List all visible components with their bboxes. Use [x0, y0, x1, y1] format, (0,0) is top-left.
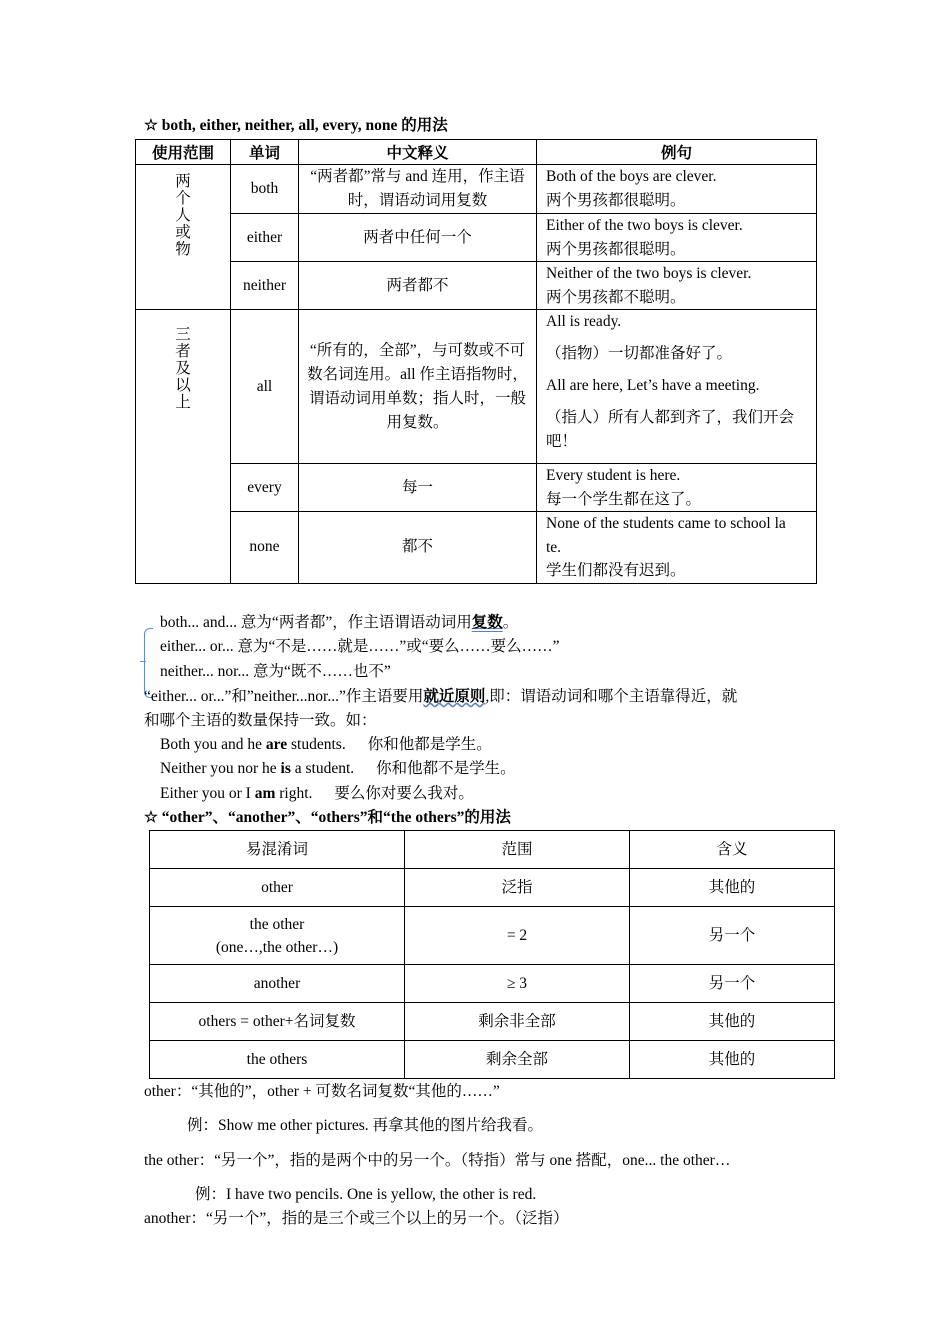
the-other-example: 例：I have two pencils. One is yellow, the other is red. [195, 1186, 537, 1203]
table-row [136, 214, 817, 262]
ex2-post: a student. [290, 760, 355, 777]
table-row [150, 1003, 835, 1041]
other-definition: other：“其他的”，other + 可数名词复数“其他的……” [144, 1083, 500, 1100]
example-en: Both of the boys are clever. [546, 168, 717, 185]
table-row [136, 165, 817, 214]
table2-header-word: 易混淆词 [150, 831, 405, 869]
example-en: None of the students came to school la [546, 515, 786, 532]
ex1-cn: 你和他都是学生。 [367, 736, 492, 753]
the-other-definition: the other：“另一个”，指的是两个中的另一个。（特指）常与 one 搭配，one... the other… [144, 1152, 731, 1169]
example-cell [537, 512, 817, 584]
table1-header-word: 单词 [231, 140, 299, 165]
word-cell: the others [150, 1041, 405, 1079]
meaning-cell: 其他的 [630, 869, 835, 907]
ex1-post: students. [287, 736, 346, 753]
note-both-end: 。 [502, 614, 519, 631]
example-sentence-3 [160, 782, 474, 806]
ex3-cn: 要么你对要么我对。 [334, 785, 474, 802]
word-cell: others = other+名词复数 [150, 1003, 405, 1041]
word-cell: another [150, 965, 405, 1003]
scope-three [136, 310, 231, 584]
table-row [136, 262, 817, 310]
meaning-cell: 其他的 [630, 1041, 835, 1079]
ex2-cn: 你和他都不是学生。 [376, 760, 516, 777]
table1-header-row [136, 140, 817, 165]
another-definition: another：“另一个”，指的是三个或三个以上的另一个。（泛指） [144, 1210, 569, 1227]
other-usage-table [149, 830, 835, 1079]
example-sentence-2 [160, 757, 516, 781]
word-cell: neither [231, 262, 299, 310]
scope-two-label: 两个人或物 [175, 173, 191, 258]
word-cell: all [231, 310, 299, 464]
word-cell: either [231, 214, 299, 262]
scope-two [136, 165, 231, 310]
other-example: 例：Show me other pictures. 再拿其他的图片给我看。 [187, 1117, 544, 1134]
note-neither: neither... nor... 意为“既不……也不” [160, 663, 391, 680]
example-cell [537, 165, 817, 214]
meaning-cell: “所有的，全部”，与可数或不可数名词连用。all 作主语指物时，谓语动词用单数；指人时，一般用复数。 [299, 310, 537, 464]
word-cell: every [231, 464, 299, 512]
ex2-pre: Neither you nor he [160, 760, 281, 777]
example-sentence-1 [160, 733, 492, 757]
example-cn: 两个男孩都很聪明。 [546, 240, 686, 258]
note-rule-text: “either... or...”和”neither...nor...”作主语要用 [144, 688, 424, 705]
example-en: All are here, Let’s have a meeting. [546, 377, 760, 394]
range-cell: = 2 [405, 907, 630, 965]
ex1-pre: Both you and he [160, 736, 266, 753]
meaning-cell: “两者都”常与 and 连用，作主语时，谓语动词用复数 [299, 165, 537, 214]
table-row [136, 464, 817, 512]
note-both [160, 611, 518, 635]
word-cell: none [231, 512, 299, 584]
note-both-bold: 复数 [471, 614, 503, 631]
example-cn: 两个男孩都很聪明。 [546, 191, 686, 209]
example-en-cont: te. [546, 538, 562, 556]
word-cell: other [150, 869, 405, 907]
example-cell [537, 464, 817, 512]
example-en: All is ready. [546, 313, 622, 330]
table-row [150, 907, 835, 965]
example-cell [537, 262, 817, 310]
example-en: Every student is here. [546, 467, 681, 484]
word-cell [150, 907, 405, 965]
note-rule-end: ,即：谓语动词和哪个主语靠得近，就 [485, 688, 738, 705]
example-cn: （指物）一切都准备好了。 [546, 345, 733, 362]
note-rule [144, 685, 737, 709]
word-text: the other [249, 915, 305, 933]
word-note: (one…,the other…) [215, 938, 339, 956]
word-cell: both [231, 165, 299, 214]
usage-table-both-either [135, 139, 817, 584]
note-rule-bold: 就近原则 [423, 688, 486, 705]
table2-header-range: 范围 [405, 831, 630, 869]
meaning-cell: 两者都不 [299, 262, 537, 310]
table1-header-scope: 使用范围 [136, 140, 231, 165]
range-cell: 剩余全部 [405, 1041, 630, 1079]
meaning-cell: 都不 [299, 512, 537, 584]
section2-title: ☆ “other”、“another”、“others”和“the others”的用法 [144, 809, 511, 826]
ex3-bold: am [254, 785, 276, 802]
table1-header-example: 例句 [537, 140, 817, 165]
table-row [136, 512, 817, 584]
table-row [150, 869, 835, 907]
example-cn: 每一个学生都在这了。 [546, 490, 702, 508]
example-cn: （指人）所有人都到齐了，我们开会吧！ [546, 409, 795, 450]
meaning-cell: 另一个 [630, 965, 835, 1003]
table1-header-meaning: 中文释义 [299, 140, 537, 165]
section1-title: ☆ both, either, neither, all, every, none 的用法 [144, 117, 448, 134]
table-row [150, 965, 835, 1003]
table2-header-row [150, 831, 835, 869]
example-en: Neither of the two boys is clever. [546, 265, 752, 282]
meaning-cell: 另一个 [630, 907, 835, 965]
bracket-tick-decoration [140, 661, 146, 662]
table-row [136, 310, 817, 464]
range-cell: 泛指 [405, 869, 630, 907]
ex3-post: right. [275, 785, 313, 802]
example-cell [537, 214, 817, 262]
note-either: either... or... 意为“不是……就是……”或“要么……要么……” [160, 638, 560, 655]
example-en: Either of the two boys is clever. [546, 217, 743, 234]
table2-header-meaning: 含义 [630, 831, 835, 869]
range-cell: ≥ 3 [405, 965, 630, 1003]
table-row [150, 1041, 835, 1079]
example-cell [537, 310, 817, 464]
meaning-cell: 其他的 [630, 1003, 835, 1041]
note-both-text: both... and... 意为“两者都”，作主语谓语动词用 [160, 614, 472, 631]
ex2-bold: is [280, 760, 291, 777]
example-cn: 学生们都没有迟到。 [546, 562, 686, 579]
range-cell: 剩余非全部 [405, 1003, 630, 1041]
ex1-bold: are [265, 736, 288, 753]
ex3-pre: Either you or I [160, 785, 255, 802]
meaning-cell: 每一 [299, 464, 537, 512]
meaning-cell: 两者中任何一个 [299, 214, 537, 262]
scope-three-label: 三者及以上 [175, 326, 191, 411]
example-cn: 两个男孩都不聪明。 [546, 288, 686, 306]
note-rule-line2: 和哪个主语的数量保持一致。如： [144, 712, 377, 729]
